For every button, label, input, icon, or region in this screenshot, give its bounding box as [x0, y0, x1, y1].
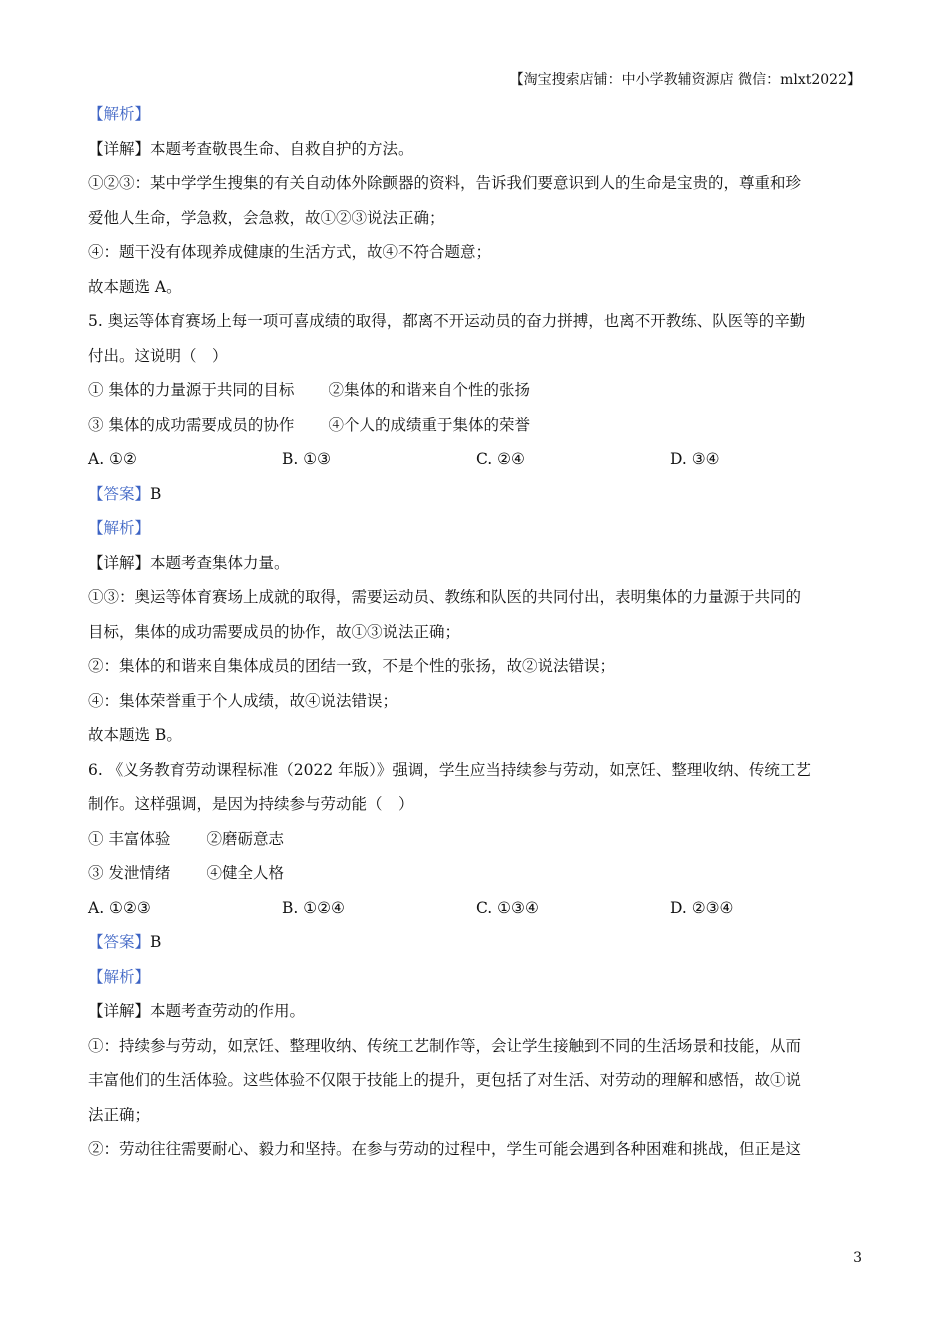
detail-line: 【详解】本题考查集体力量。: [88, 553, 290, 572]
conclusion-line: 故本题选 B。: [88, 726, 182, 744]
statement: ②集体的和谐来自个性的张扬: [328, 381, 530, 399]
detail-line: ①③：奥运等体育赛场上成就的取得，需要运动员、教练和队医的共同付出，表明集体的力量源于共同的: [88, 588, 802, 606]
answer-value: B: [150, 484, 162, 503]
option-d: D. ③④: [670, 450, 720, 468]
option-a: A. ①②: [88, 450, 137, 468]
answer-line: [88, 925, 864, 960]
detail-line: 丰富他们的生活体验。这些体验不仅限于技能上的提升，更包括了对生活、对劳动的理解和感悟，故①说: [88, 1071, 802, 1089]
analysis-tag: 【解析】: [88, 967, 151, 986]
detail-line: 【详解】本题考查劳动的作用。: [88, 1002, 306, 1020]
answer-line: [88, 477, 864, 512]
statement: ③ 发泄情绪: [88, 864, 171, 882]
question-6-statements: [88, 822, 864, 857]
question-5-stem: 5. 奥运等体育赛场上每一项可喜成绩的取得，都离不开运动员的奋力拼搏，也离不开教练、队医等的辛勤: [88, 312, 806, 330]
statement: ②磨砺意志: [206, 829, 284, 848]
answer-tag: 【答案】: [88, 933, 151, 951]
detail-line: 法正确；: [88, 1105, 151, 1124]
detail-line: ④：题干没有体现养成健康的生活方式，故④不符合题意；: [88, 243, 492, 261]
statement: ④个人的成绩重于集体的荣誉: [328, 415, 530, 434]
answer-tag: 【答案】: [88, 484, 151, 503]
option-b: B. ①②④: [282, 898, 345, 917]
detail-line: ②：集体的和谐来自集体成员的团结一致，不是个性的张扬，故②说法错误；: [88, 657, 616, 675]
detail-line: ①②③：某中学学生搜集的有关自动体外除颤器的资料，告诉我们要意识到人的生命是宝贵的，尊重和珍: [88, 174, 802, 192]
question-5-statements: [88, 408, 864, 443]
option-c: C. ①③④: [476, 898, 539, 917]
option-a: A. ①②③: [88, 898, 151, 917]
question-6-options: [88, 891, 864, 926]
option-b: B. ①③: [282, 450, 332, 468]
statement: ① 丰富体验: [88, 829, 171, 848]
question-5-statements: [88, 373, 864, 408]
page-header: 【淘宝搜索店铺：中小学教辅资源店 微信：mlxt2022】: [509, 72, 861, 88]
conclusion-line: 故本题选 A。: [88, 277, 182, 296]
statement: ③ 集体的成功需要成员的协作: [88, 415, 295, 434]
detail-line: 【详解】本题考查敬畏生命、自救自护的方法。: [88, 139, 414, 158]
statement: ④健全人格: [206, 864, 284, 882]
answer-value: B: [150, 933, 162, 951]
detail-line: 爱他人生命，学急救，会急救，故①②③说法正确；: [88, 208, 445, 227]
statement: ① 集体的力量源于共同的目标: [88, 381, 295, 399]
question-6-statements: [88, 856, 864, 891]
page-number: 3: [853, 1250, 862, 1266]
detail-line: 目标，集体的成功需要成员的协作，故①③说法正确；: [88, 622, 461, 641]
detail-line: ②：劳动往往需要耐心、毅力和坚持。在参与劳动的过程中，学生可能会遇到各种困难和挑战，但正是这: [88, 1140, 802, 1158]
detail-line: ①：持续参与劳动，如烹饪、整理收纳、传统工艺制作等，会让学生接触到不同的生活场景和技能，从而: [88, 1036, 802, 1055]
analysis-tag: 【解析】: [88, 105, 151, 123]
option-d: D. ②③④: [670, 898, 734, 917]
document-body: [88, 97, 864, 1167]
question-5-stem: 付出。这说明（ ）: [88, 346, 228, 365]
analysis-tag: 【解析】: [88, 519, 151, 537]
question-5-options: [88, 442, 864, 477]
question-6-stem: 6. 《义务教育劳动课程标准（2022 年版）》强调，学生应当持续参与劳动，如烹饪、整理收纳、传统工艺: [88, 760, 811, 779]
question-6-stem: 制作。这样强调，是因为持续参与劳动能（ ）: [88, 795, 414, 813]
detail-line: ④：集体荣誉重于个人成绩，故④说法错误；: [88, 691, 399, 710]
option-c: C. ②④: [476, 450, 525, 468]
